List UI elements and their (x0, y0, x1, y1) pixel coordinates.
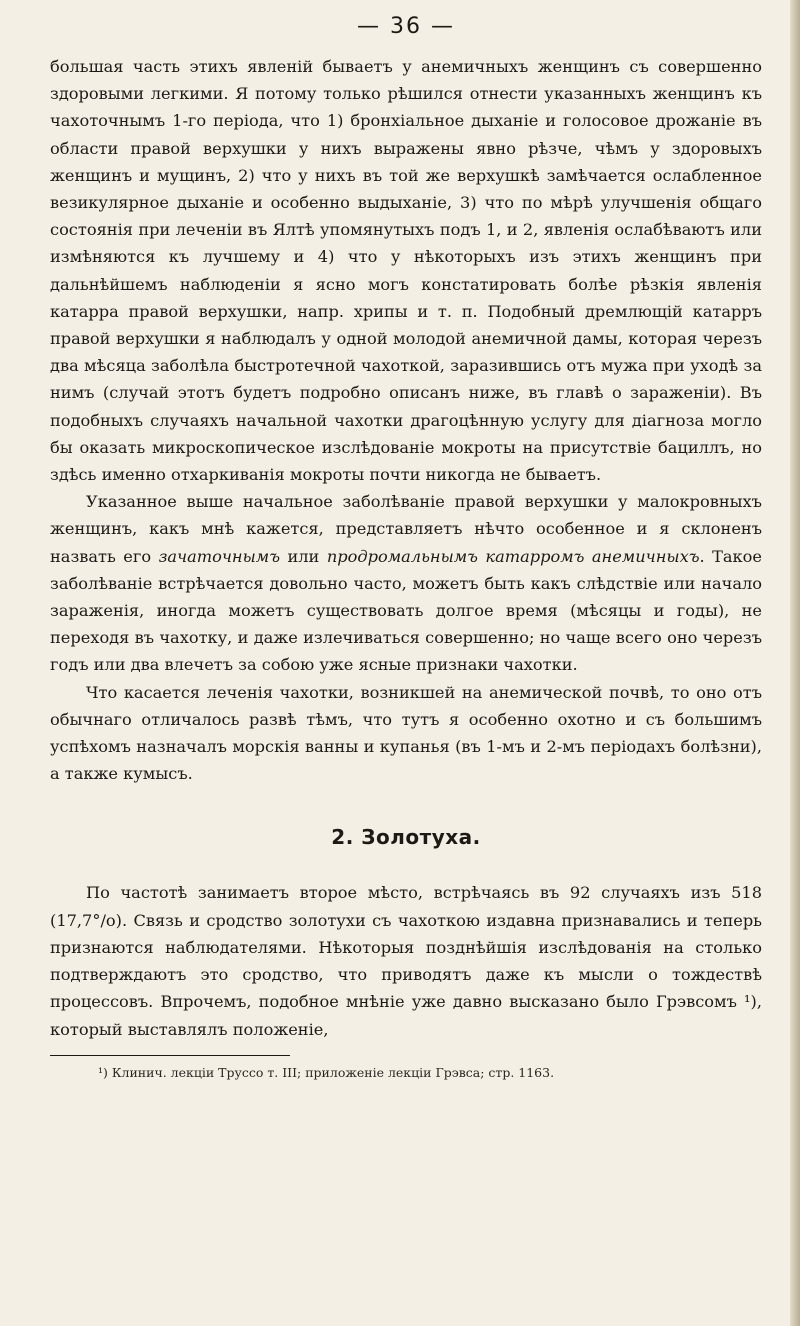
paragraph-2 (50, 488, 762, 678)
footnote-divider (50, 1055, 290, 1056)
page-edge (790, 0, 800, 1326)
paragraph-2-text-b: или (280, 546, 327, 566)
paragraph-2-italic-2: продромальнымъ катарромъ анемичныхъ (326, 546, 700, 566)
paragraph-2-text-c: . Такое заболѣваніе встрѣчается довольно часто, можетъ быть какъ слѣдствіе или начало зараженія, иногда можетъ существовать долгое время (мѣсяцы и годы), не переходя въ чахотку, и даже излечиваться совершенно; но чаще всего оно черезъ годъ или два влечетъ за собою уже ясные признаки чахотки. (50, 546, 762, 675)
paragraph-1: большая часть этихъ явленій бываетъ у анемичныхъ женщинъ съ совершенно здоровыми легкими. Я потому только рѣшился отнести указанныхъ женщинъ къ чахоточнымъ 1-го періода, что 1) бронхіальное дыханіе и голосовое дрожаніе въ области правой верхушки у нихъ выражены явно рѣзче, чѣмъ у здоровыхъ женщинъ и мущинъ, 2) что у нихъ въ той же верхушкѣ замѣчается ослабленное везикулярное дыханіе и особенно выдыханіе, 3) что по мѣрѣ улучшенія общаго состоянія при леченіи въ Ялтѣ упомянутыхъ подъ 1, и 2, явленія ослабѣваютъ или измѣняются къ лучшему и 4) что у нѣкоторыхъ изъ этихъ женщинъ при дальнѣйшемъ наблюденіи я ясно могъ констатировать болѣе рѣзкія явленія катарра правой верхушки, напр. хрипы и т. п. Подобный дремлющій катарръ правой верхушки я наблюдалъ у одной молодой анемичной дамы, которая черезъ два мѣсяца заболѣла быстротечной чахоткой, заразившись отъ мужа при уходѣ за нимъ (случай этотъ будетъ подробно описанъ ниже, въ главѣ о зараженіи). Въ подобныхъ случаяхъ начальной чахотки драгоцѣнную услугу для діагноза могло бы оказать микроскопическое изслѣдованіе мокроты на присутствіе бациллъ, но здѣсь именно отхаркиванія мокроты почти никогда не бываетъ. (50, 57, 762, 485)
footnote: ¹) Клинич. лекціи Труссо т. III; приложеніе лекціи Грэвса; стр. 1163. (98, 1064, 555, 1080)
section-title: 2. Золотуха. (331, 825, 481, 850)
paragraph-4: По частотѣ занимаетъ второе мѣсто, встрѣчаясь въ 92 случаяхъ изъ 518 (17,7°/о). Связь и сродство золотухи съ чахоткою издавна признавались и теперь признаются наблюдателями. Нѣкоторыя позднѣйшія изслѣдованія на столько подтверждаютъ это сродство, что приводятъ даже къ мысли о тождествѣ процессовъ. Впрочемъ, подобное мнѣніе уже давно высказано было Грэвсомъ ¹), который выставлялъ положеніе, (50, 883, 762, 1039)
paragraph-2-text-a: Указанное выше начальное заболѣваніе правой верхушки у малокровныхъ женщинъ, какъ мнѣ кажется, представляетъ нѣчто особенное и я склоненъ назвать его (50, 492, 762, 566)
paragraph-3: Что касается леченія чахотки, возникшей на анемической почвѣ, то оно отъ обычнаго отличалось развѣ тѣмъ, что тутъ я особенно охотно и съ большимъ успѣхомъ назначалъ морскія ванны и купанья (въ 1-мъ и 2-мъ періодахъ болѣзни), а также кумысъ. (50, 682, 762, 784)
page-number: — 36 — (357, 14, 455, 39)
book-page (50, 14, 762, 1082)
paragraph-2-italic-1: зачаточнымъ (158, 546, 280, 566)
